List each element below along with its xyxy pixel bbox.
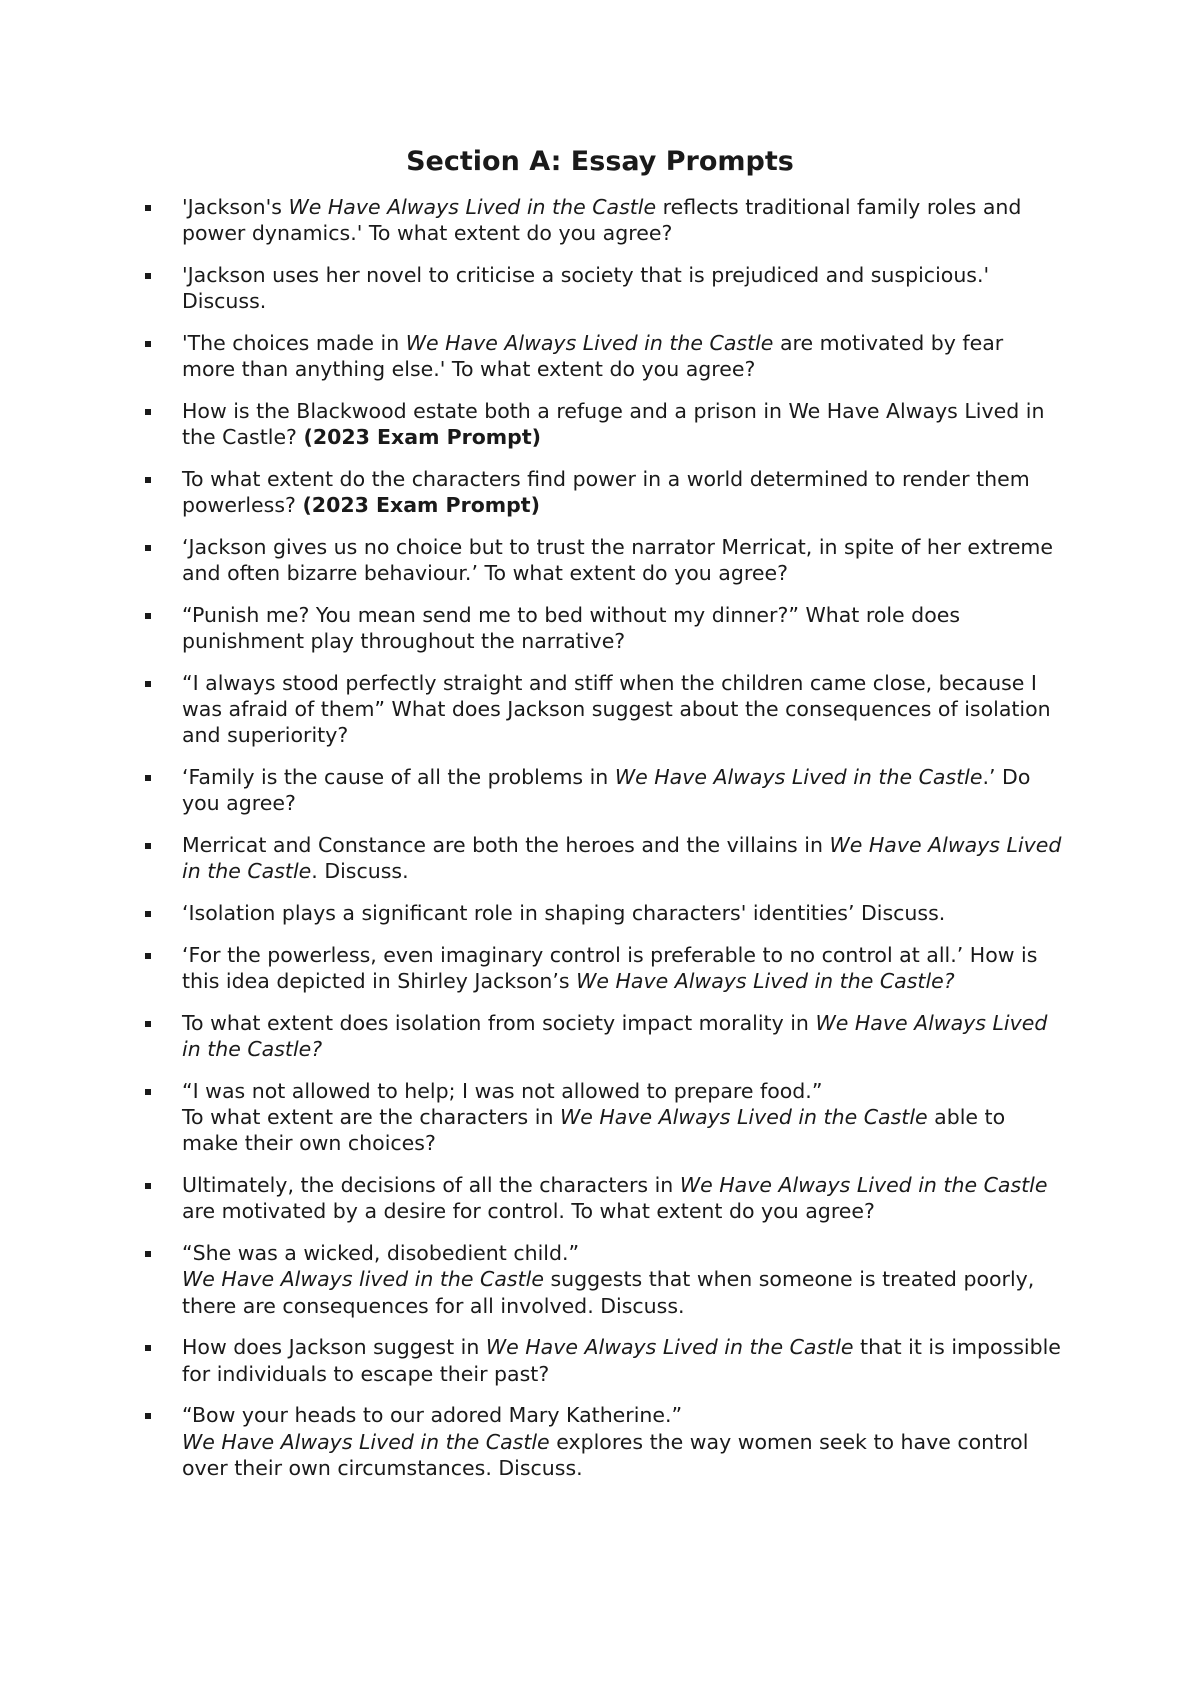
square-bullet-icon [145, 545, 151, 551]
prompt-item-15 [182, 1172, 1062, 1224]
prompt-text: . Discuss. [311, 859, 409, 884]
prompt-text: ‘Jackson gives us no choice but to trust the narrator Merricat, in spite of her extreme and often bizarre behaviour.’ To what extent do you agree? [182, 535, 1054, 586]
book-title: We Have Always lived in the Castle [182, 1267, 544, 1292]
book-title: We Have Always Lived in the Castle [288, 195, 657, 219]
prompt-text: are motivated by fear more than anything else.' To what extent do you agree? [182, 331, 1004, 382]
square-bullet-icon [145, 1021, 151, 1027]
prompt-item-2 [182, 262, 1062, 314]
prompt-text: ‘For the powerless, even imaginary control is preferable to no control at all.’ How is this idea depicted in Shirley Jackson’s [182, 943, 1038, 994]
prompt-text: “Punish me? You mean send me to bed without my dinner?” What role does punishment play throughout the narrative? [182, 603, 961, 654]
prompt-item-8 [182, 670, 1062, 749]
book-title: We Have Always Lived in the Castle [182, 1429, 550, 1454]
prompt-text: How is the Blackwood estate both a refuge and a prison in We Have Always Lived in the Castle? [182, 399, 1045, 450]
prompt-text: How does Jackson suggest in [182, 1335, 486, 1360]
prompt-text: explores the way women seek to have control over their own circumstances. Discuss. [182, 1429, 1029, 1480]
square-bullet-icon [145, 1413, 151, 1419]
square-bullet-icon [145, 953, 151, 959]
prompt-text: To what extent do the characters find power in a world determined to render them powerless? [182, 467, 1030, 518]
square-bullet-icon [145, 341, 151, 347]
prompt-item-3 [182, 330, 1062, 382]
prompt-text: To what extent are the characters in [182, 1105, 560, 1130]
prompt-text: To what extent does isolation from society impact morality in [182, 1011, 816, 1035]
prompt-text: reflects traditional family roles and power dynamics.' To what extent do you agree? [182, 195, 1022, 246]
book-title: We Have Always Lived in the Castle [405, 331, 774, 355]
prompt-text: 'The choices made in [182, 331, 406, 355]
prompt-item-7 [182, 602, 1062, 654]
prompt-text: are motivated by a desire for control. To what extent do you agree? [182, 1199, 875, 1224]
prompt-item-9 [182, 764, 1062, 816]
prompt-item-4 [182, 398, 1062, 450]
square-bullet-icon [145, 911, 151, 917]
prompt-item-10 [182, 832, 1062, 884]
book-title: We Have Always Lived in the Castle [679, 1173, 1048, 1198]
prompt-text: 'Jackson uses her novel to criticise a society that is prejudiced and suspicious.' Discuss. [182, 263, 990, 314]
book-title: We Have Always Lived in the Castle [614, 765, 983, 790]
prompt-text: 'Jackson's [182, 195, 289, 219]
prompt-item-14 [182, 1078, 1062, 1157]
prompt-item-5 [182, 466, 1062, 518]
square-bullet-icon [145, 409, 151, 415]
prompt-text: that it is impossible for individuals to escape their past? [182, 1335, 1061, 1386]
exam-prompt-tag: (2023 Exam Prompt) [302, 493, 540, 518]
prompt-text: able to make their own choices? [182, 1105, 1006, 1156]
book-title: We Have Always Lived in the Castle? [182, 1011, 1048, 1062]
book-title: We Have Always Lived in the Castle [182, 833, 1062, 884]
prompt-text: suggests that when someone is treated poorly, there are consequences for all involved. Discuss. [182, 1267, 1035, 1318]
square-bullet-icon [145, 1251, 151, 1257]
prompt-text: “I always stood perfectly straight and stiff when the children came close, because I was afraid of them” What does Jackson suggest about the consequences of isolation and superiority? [182, 671, 1051, 748]
prompt-item-12 [182, 942, 1062, 994]
square-bullet-icon [145, 205, 151, 211]
page-title: Section A: Essay Prompts [406, 146, 794, 177]
prompt-quote: “I was not allowed to help; I was not allowed to prepare food.” [182, 1079, 823, 1103]
square-bullet-icon [145, 775, 151, 781]
prompt-quote: “She was a wicked, disobedient child.” [182, 1241, 580, 1266]
prompt-item-17 [182, 1334, 1062, 1386]
square-bullet-icon [145, 681, 151, 687]
prompt-item-1 [182, 194, 1062, 246]
square-bullet-icon [145, 1183, 151, 1189]
prompt-item-18 [182, 1402, 1062, 1481]
prompt-item-16 [182, 1240, 1062, 1319]
square-bullet-icon [145, 273, 151, 279]
prompt-item-11 [182, 900, 1062, 926]
square-bullet-icon [145, 613, 151, 619]
prompt-text: Ultimately, the decisions of all the characters in [182, 1173, 680, 1198]
prompt-quote: “Bow your heads to our adored Mary Katherine.” [182, 1403, 683, 1428]
book-title: We Have Always Lived in the Castle? [576, 969, 955, 994]
square-bullet-icon [145, 1345, 151, 1351]
exam-prompt-tag: (2023 Exam Prompt) [303, 425, 542, 450]
book-title: We Have Always Lived in the Castle [559, 1105, 928, 1130]
prompt-item-13 [182, 1010, 1062, 1062]
square-bullet-icon [145, 477, 151, 483]
prompt-text: ‘Isolation plays a significant role in shaping characters' identities’ Discuss. [182, 901, 946, 926]
prompt-item-6 [182, 534, 1062, 586]
square-bullet-icon [145, 843, 151, 849]
book-title: We Have Always Lived in the Castle [485, 1335, 854, 1360]
prompt-text: Merricat and Constance are both the heroes and the villains in [182, 833, 830, 858]
square-bullet-icon [145, 1089, 151, 1095]
prompt-text: ‘Family is the cause of all the problems in [182, 765, 615, 790]
essay-prompt-list [182, 194, 1062, 1497]
prompt-text: .’ Do you agree? [182, 765, 1031, 816]
